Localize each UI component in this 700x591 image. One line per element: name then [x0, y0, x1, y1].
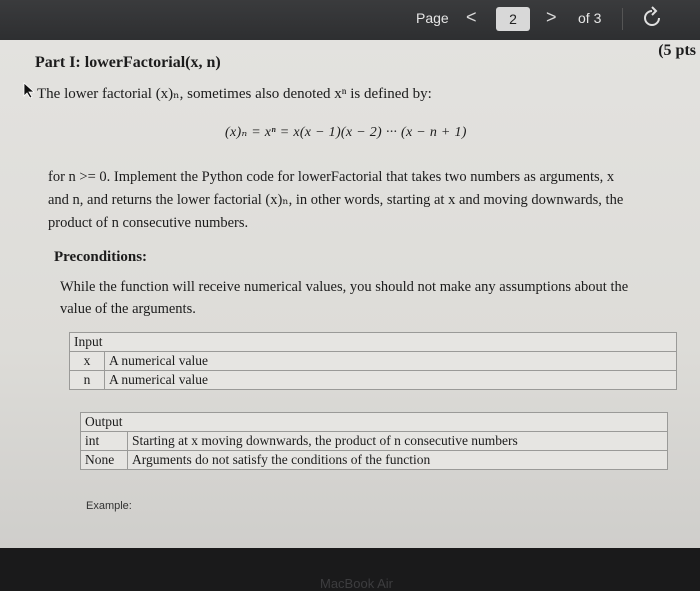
- toolbar-divider: [622, 8, 623, 30]
- preconditions-heading: Preconditions:: [54, 249, 148, 265]
- document-page: [0, 40, 700, 548]
- table-row: [81, 432, 668, 451]
- next-page-icon[interactable]: >: [546, 7, 557, 27]
- refresh-icon[interactable]: [640, 6, 664, 30]
- table-row: [70, 352, 677, 371]
- preconditions-text: [60, 276, 690, 320]
- description-line: and n, and returns the lower factorial (x)ₙ, in other words, starting at x and moving downwards, the: [48, 192, 624, 208]
- definition-intro: The lower factorial (x)ₙ, sometimes also denoted xⁿ is defined by:: [37, 86, 432, 102]
- arg-name: n: [70, 371, 105, 390]
- points-label: (5 pts: [658, 42, 696, 59]
- input-table: [69, 332, 677, 390]
- example-label: Example:: [86, 500, 132, 512]
- page-label: Page: [416, 10, 449, 26]
- description-line: for n >= 0. Implement the Python code for lowerFactorial that takes two numbers as arguments, x: [48, 169, 615, 185]
- precondition-line: value of the arguments.: [60, 301, 196, 317]
- previous-page-icon[interactable]: <: [466, 7, 477, 27]
- table-row: [81, 451, 668, 470]
- return-type: None: [81, 451, 128, 470]
- laptop-bezel: [0, 548, 700, 590]
- return-description: Arguments do not satisfy the conditions of the function: [128, 451, 668, 470]
- description-line: product of n consecutive numbers.: [48, 215, 249, 231]
- table-row: [70, 371, 677, 390]
- return-type: int: [81, 432, 128, 451]
- arg-description: A numerical value: [105, 352, 677, 371]
- lower-factorial-formula: (x)ₙ = xⁿ = x(x − 1)(x − 2) ··· (x − n + 1): [225, 125, 467, 140]
- page-count-label: of 3: [578, 10, 602, 26]
- output-table: [80, 412, 668, 470]
- return-description: Starting at x moving downwards, the product of n consecutive numbers: [128, 432, 668, 451]
- arg-name: x: [70, 352, 105, 371]
- input-table-header: Input: [70, 333, 677, 352]
- precondition-line: While the function will receive numerical values, you should not make any assumptions about the: [60, 279, 629, 295]
- page-number-input[interactable]: 2: [496, 7, 530, 31]
- device-brand-label: MacBook Air: [320, 576, 393, 591]
- part-title: Part I: lowerFactorial(x, n): [35, 54, 221, 71]
- arg-description: A numerical value: [105, 371, 677, 390]
- mouse-cursor-icon: [23, 82, 37, 98]
- task-description: [48, 166, 698, 235]
- output-table-header: Output: [81, 413, 668, 432]
